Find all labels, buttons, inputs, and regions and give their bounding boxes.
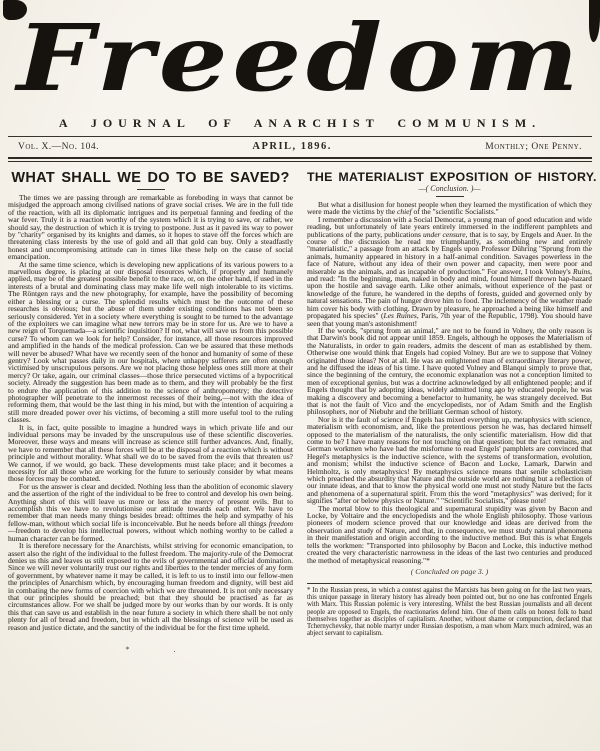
paragraph: Nor is it the fault of science if Engels has mixed everything up, metaphysics with science, materialism with economism, and, like the pretentious person he was, has declared himself opposed to the materialism of the naturalists, the only scientific materialism. How did that come to be? I have many reasons for not touching on that question; but the fact remains, and German workmen who have had the misfortune to read Engels' pamphlets are convinced that Hegel's metaphysics is the inductive science, with the systems of transformation, evolution, and monism; whilst the inductive science of Bacon and Locke, Lamark, Darwin and Helmholtz, is only metaphysics! By metaphysics science means that senile scholasticism which preached the absurdity that Nature and the outside world are nothing but a reflection of our innate ideas, and that to know the physical world one must not study Nature but the facts and phenomena of a supernatural spirit. From this the word "metaphysics" was derived; for it signifies "after or below physics or Nature." "Scientific Socialists," please note!	[307, 414, 592, 506]
right-article-headline: THE MATERIALIST EXPOSITION OF HISTORY.	[307, 170, 597, 184]
left-article-headline: WHAT SHALL WE DO TO BE SAVED?	[11, 170, 290, 186]
paragraph: At the same time science, which is developing new applications of its various powers to a marvellous degree, is placing at our disposal resources which, if properly and humanely applied, may be of the greatest possible benefit to the race, or, on the other hand, if used in the interests of a brutal and dominating class may make life well nigh intolerable to its victims. The Röntgen rays and the new photography, for example, have the possibility of becoming either a blessing or a curse. The splendid results which must be the outcome of these researches is obvious; but the abuse of them under existing conditions has not been so seriously considered. Yet in a society where everything is sought to be turned to the advantage of the exploiters we can imagine what new terrors may be in store for us. Are we to have a new reign of Torquemada—a scientific inquisition? If not, what will save us from this possible curse? To whom can we look for help? Consider, for instance, all those resources improved and amplified in the hands of the medical profession. Can we be assured that these methods will never be abused? What have we recently seen of the honor and humanity of some of these gentry? Look what passes daily in our hospitals, where unhappy sufferers are often enough victimised by unscrupulous persons. Are we not placing those helpless ones still more at their mercy? Or take, again, our criminal classes—those thrice persecuted victims of a hypocritical society. Already the suggestion has been made as to them, and they will probably be the first to endure the application of this addition to the science of anthropometry; the detective photographer will penetrate to the innermost recesses of their being,—not with the idea of reforming them, that would be the last thing in his mind, but with the intention of acquiring a still more dreaded power over his victims, of becoming a still more useful tool to the ruling classes.	[8, 259, 293, 425]
end-ornament	[8, 639, 293, 657]
masthead	[8, 0, 592, 114]
footnote: * In the Russian press, in which a contest against the Marxists has been going on for the last two years, this unique passage in literary history has already been pointed out, but no one has confronted Engels with Marx. This Russian polemic is very interesting. Whilst the best Russian journalists and all decent people are opposed to Engels, the reactionaries defend him. One of them calls on honest folk to band themselves together as disciples of capitalism. Another, without shame or compunction, declared that Tchernychevsky, that noble martyr under Russian despotism, a man whom Marx much admired, was an abject servant to capitalism.	[307, 586, 592, 638]
paragraph: The mortal blow to this theological and supernatural stupidity was given by Bacon and Locke, by Voltaire and the encyclopedists and the whole English philosophy. Those various pioneers of modern science proved that our knowledge and ideas are derived from the observation and study of Nature, and that, in consequence, we must study natural phenomena in their manifestation and origin according to the inductive method. But this is what Engels tells the workmen: "Transported into philosophy by Bacon and Locke, this inductive method created the very characteristic narrowness in the ideas of the last two centuries and produced the method of metaphysical reasoning."*	[307, 503, 592, 565]
journal-subtitle: A JOURNAL OF ANARCHIST COMMUNISM.	[58, 116, 542, 130]
headline-rule	[137, 189, 165, 190]
paragraph: For us the answer is clear and decided. Nothing less than the abolition of economic slavery and the assertion of the right of the individual to be free to control and develop his own being. Anything short of this will leave us more or less at the mercy of present evils. But to accomplish this we have to revolutionise our attitude towards each other. We have to remember that man needs many things besides bread: ofttimes the help and sympathy of his fellow-man, without which social life is inconceivable. But he needs before all things freedom—freedom to develop his intellectual powers, without which nothing worthy to be called a human character can be formed.	[8, 481, 293, 543]
paragraph: It is, in fact, quite possible to imagine a hundred ways in which private life and our individual persons may be invaded by the unscrupulous use of these scientific discoveries. Moreover, these ways and means will increase as science still further advances. And, finally, we have to remember that all these forces will be at the disposal of a reaction which is without principle and without morality. What shall we do to be saved from the evils that threaten us? We cannot, if we would, go back. These developments must take place; and it becomes a necessity for all those who are working for the future to seriously consider by what means those forces may be combated.	[8, 422, 293, 484]
paragraph: The times we are passing through are remarkable as foreboding in ways that cannot be misjudged the approach among civilised nations of grave social crises. We are in the full tide of the reaction, with all its diplomatic intrigues and its perpetual fanning and feeding of the war fever. Truly it is a reaction worthy of the system which it is trying to save, or rather, we should say, the destruction of which it is trying to postpone. Just as it paved its way to power by "charity" organised by its knights and dames, so it hopes to stave off the forces which are threatening class interests by the use of gold and all that gold can buy. Only a steadfastly honest and uncompromising attitude can in times like these help on the cause of social emancipation.	[8, 193, 293, 262]
article-columns	[8, 162, 597, 657]
issue-bar	[8, 137, 592, 157]
left-article-body	[8, 194, 293, 631]
date-label: APRIL, 1896.	[252, 141, 332, 152]
right-article-body	[307, 201, 592, 564]
headline-rule	[436, 196, 464, 197]
volume-label: Vol. X.—No. 104.	[18, 142, 99, 152]
paragraph: If the words, "sprung from an animal," are not to be found in Volney, the only reason is that Darwin's book did not appear until 1859. Engels, although he opposes the Materialism of the Naturalists, in order to gain readers, admits the descent of man as established by them. Otherwise one would think that Engels had copied Volney. But are we to suppose that Volney originated those ideas? Not at all. He was an enlightened man of extraordinary literary power, and he diffused the ideas of his time. I have quoted Volney and Blanqui simply to prove that, since the beginning of the century, the economic explanation was not a conception limited to men of exceptional genius, but was a doctrine acknowledged by all enlightened people; and if Engels thought that by adopting ideas, widely admitted long ago by educated people, he was making a discovery and becoming a benefactor to humanity, he was strangely deceived. But that is not the fault of Vico and the encyclopedists, nor of Adam Smith and the English philosophers, nor of Niebuhr and the brilliant German school of history.	[307, 325, 592, 417]
continuation-note: ( Concluded on page 3. )	[410, 566, 489, 576]
paragraph: *	[125, 644, 130, 654]
paragraph: .	[173, 644, 176, 654]
footnote-rule	[307, 583, 592, 584]
right-article	[307, 168, 597, 657]
conclusion-subheading: —( Conclusion. )—	[418, 184, 481, 193]
paragraph: I remember a discussion with a Social Democrat, a young man of good education and wide reading, but unfortunately of late years entirely immersed in the indifferent pamphlets and publications of the party, publications under censure, that is to say, by Engels and Auer. In the course of the discussion he read me triumphantly, as something new and entirely "materialistic," a passage from an attack by Engels upon Professor Dühring "Sprung from the animals, humanity appeared in history in a half-animal condition. Savages powerless in the face of Nature, without any idea of their own power and capacity, men were poor and miserable as the animals, and as incapable of production." For answer, I took Volney's Ruins, and read: "In the beginning, man, naked in body and mind, found himself thrown hap-hazard upon the hostile and savage earth. Like other animals, without experience of the past or knowledge of the future, he wandered in the depths of forests, guided and governed only by natural sensations. The pain of hunger drove him to food. The inclemency of the weather made him cover his body with clothing. Drawn by pleasure, he approached a being like himself and propagated his species" (Les Ruines, Paris, 7th year of the Republic, 1798). You should have seen that young man's astonishment!	[307, 214, 593, 328]
left-article	[8, 168, 293, 657]
masthead-title: Freedom	[16, 4, 584, 112]
paragraph: But what a disillusion for honest people when they learned the mystification of which they were made the victims by the chief of the "scientific Socialists."	[307, 200, 592, 217]
price-label: Monthly; One Penny.	[485, 142, 582, 152]
paragraph: It is therefore necessary for the Anarchists, whilst striving for economic emancipation, to assert also the right of the individual to the fullest freedom. The majority-rule of the Democrat denies us this and leaves us still exposed to the evils of governmental and official domination. Since we will never voluntarily trust our rights and liberties to the tender mercies of any form of government, by whatever name it may be called, it is left to us to instil into our fellow-men the principles of Anarchism which, by encouraging human freedom and dignity, will best aid in combating the new forms of coercion with which we are threatened. It is not only necessary that our principles should be preached; but that they should be practised as far as circumstances allow. For we shall be judged more by our works than by our words. It is only this that can save us and establish in the near future a society in which there shall be not only plenty for all of bread and freedom, but in which all the blessings of science will be used as reason and justice dictate, and the sanctity of the individual be for the first time upheld.	[8, 541, 293, 632]
